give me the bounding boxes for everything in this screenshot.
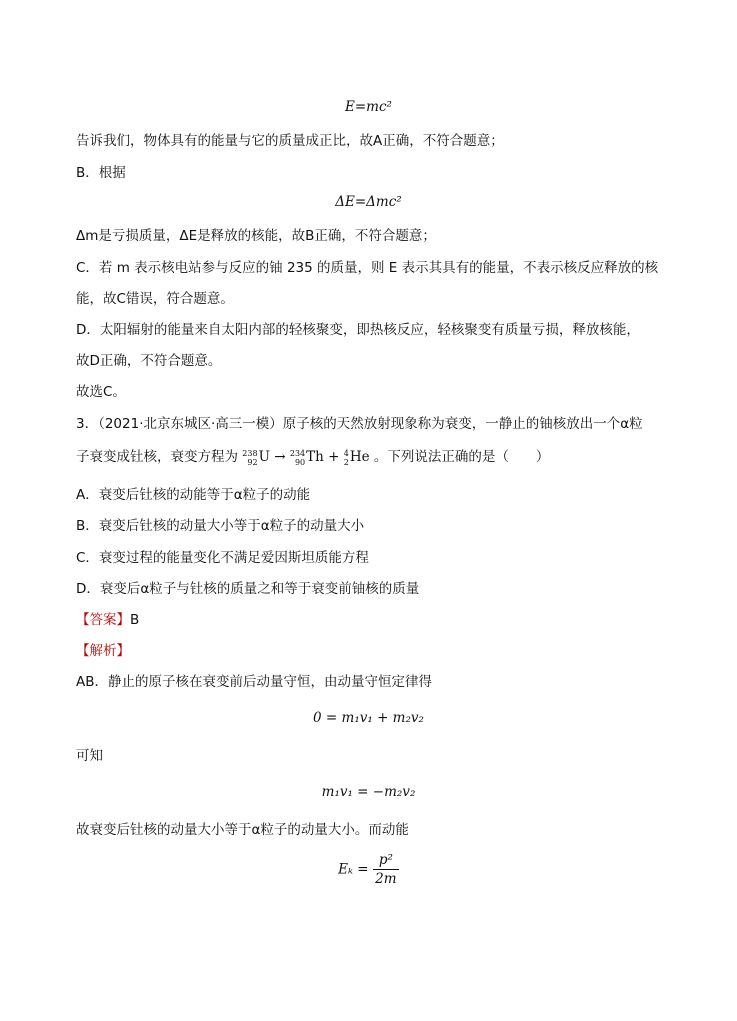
equation-mass-energy: E=mc² [345, 99, 392, 115]
analysis-kinetic-intro: 故衰变后钍核的动量大小等于α粒子的动量大小。而动能 [76, 822, 409, 838]
equation-momentum-conservation: 0 = m₁v₁ + m₂v₂ [313, 710, 424, 726]
paragraph-b-intro: B．根据 [76, 165, 126, 181]
thorium-nuclide: 234 90 Th [289, 448, 324, 467]
equation-kinetic-energy [0, 852, 737, 887]
equation-momentum-equal: m₁v₁ = −m₂v₂ [321, 784, 416, 800]
plus-sign: + [328, 449, 344, 465]
analysis-label: 【解析】 [76, 643, 130, 659]
paragraph-c-line2: 能，故C错误，符合题意。 [76, 291, 234, 307]
paragraph-c-line1: C．若 m 表示核电站参与反应的铀 235 的质量，则 E 表示其具有的能量，不表示核反应释放的核 [76, 260, 659, 276]
answer-line [76, 610, 139, 630]
answer-label: 【答案】 [76, 612, 130, 628]
answer-value: B [130, 612, 140, 628]
paragraph-d-line2: 故D正确，不符合题意。 [76, 353, 222, 369]
conclusion-choice: 故选C。 [76, 384, 126, 400]
analysis-kezhi: 可知 [76, 748, 103, 764]
paragraph-d-line1: D．太阳辐射的能量来自太阳内部的轻核聚变，即热核反应，轻核聚变有质量亏损，释放核能， [76, 322, 640, 338]
ek-denominator: 2m [375, 871, 397, 887]
option-a: A．衰变后钍核的动能等于α粒子的动能 [76, 487, 311, 503]
uranium-nuclide: 238 92 U [242, 448, 270, 467]
paragraph-b-explanation: Δm是亏损质量，ΔE是释放的核能，故B正确，不符合题意； [76, 228, 436, 244]
question-3-stem-line2 [76, 447, 549, 467]
stem-suffix: 。下列说法正确的是（ ） [373, 449, 550, 465]
question-3-stem-line1: 3．（2021·北京东城区·高三一模）原子核的天然放射现象称为衰变，一静止的铀核放出一个α粒 [76, 416, 643, 432]
paragraph-a-explanation: 告诉我们，物体具有的能量与它的质量成正比，故A正确，不符合题意； [76, 133, 504, 149]
helium-nuclide: 4 2 He [343, 448, 370, 467]
equation-delta-energy: ΔE=Δmc² [335, 194, 402, 210]
ek-fraction [373, 852, 399, 887]
option-c: C．衰变过程的能量变化不满足爱因斯坦质能方程 [76, 550, 369, 566]
ek-numerator: p² [373, 852, 399, 870]
option-d: D．衰变后α粒子与钍核的质量之和等于衰变前铀核的质量 [76, 581, 420, 597]
reaction-arrow: → [274, 449, 290, 465]
ek-lhs: Eₖ = [338, 861, 369, 878]
analysis-ab-intro: AB．静止的原子核在衰变前后动量守恒，由动量守恒定律得 [76, 674, 432, 690]
option-b: B．衰变后钍核的动量大小等于α粒子的动量大小 [76, 518, 365, 534]
stem-prefix: 子衰变成钍核，衰变方程为 [76, 449, 238, 465]
